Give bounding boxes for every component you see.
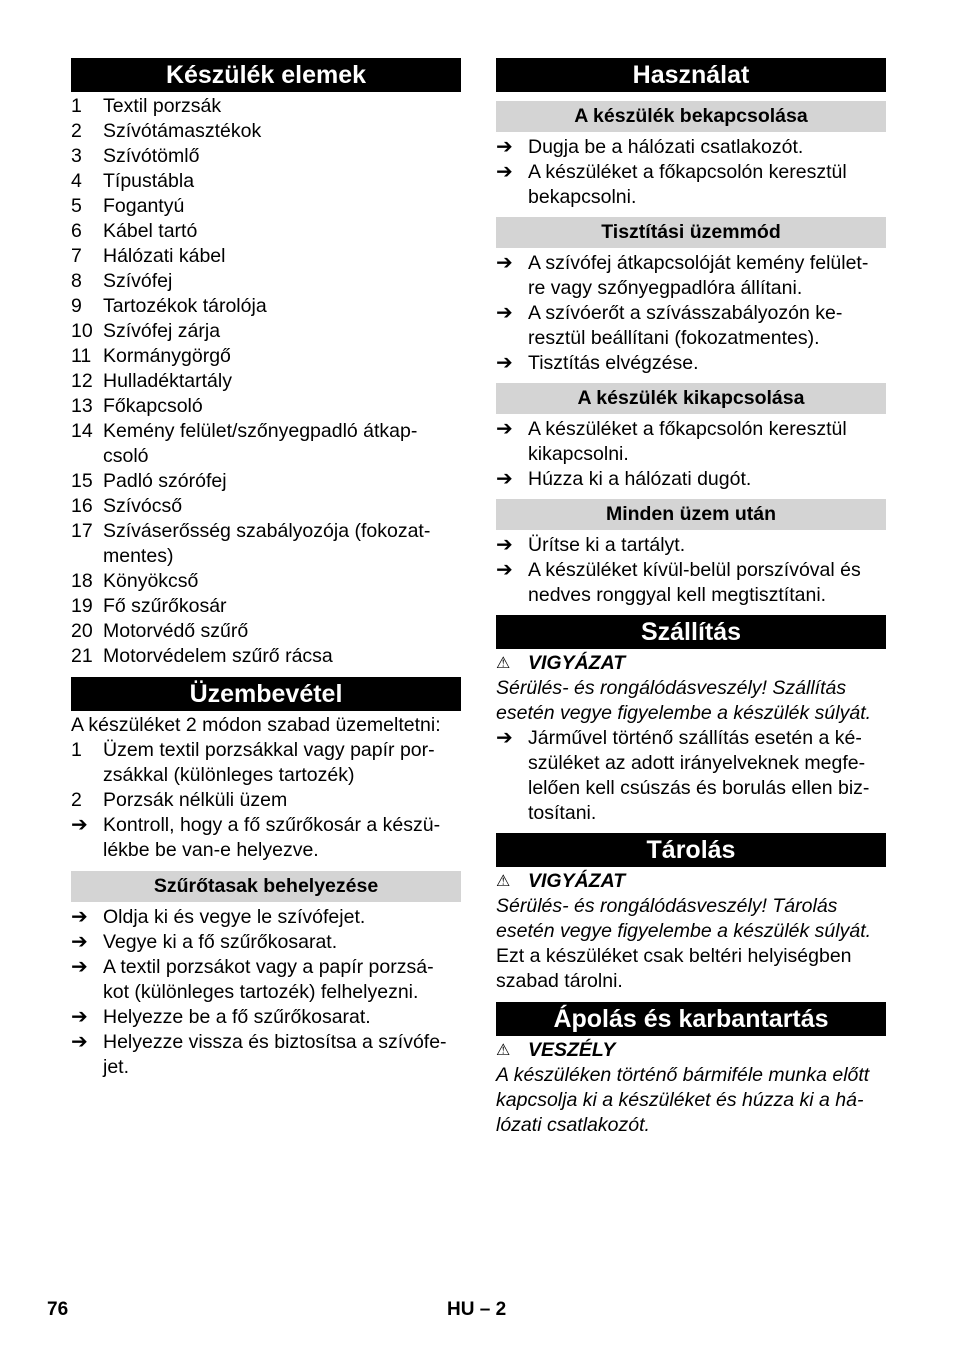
step-item-continuation: lékbe be van-e helyezve. [103, 839, 319, 861]
step-item: ➔ A készüléket a főkapcsolón keresztül [496, 161, 847, 183]
section-heading-uzembevetel: Üzembevétel [71, 677, 461, 711]
list-item: 6 Kábel tartó [71, 220, 198, 242]
list-item-continuation: zsákkal (különleges tartozék) [103, 764, 355, 786]
warning-icon: ⚠ [496, 655, 511, 672]
step-item: ➔ Vegye ki a fő szűrőkosarat. [71, 931, 338, 953]
right-column [496, 58, 886, 1138]
subheading-szurotasak-behelyezese: Szűrőtasak behelyezése [71, 871, 461, 902]
step-item: ➔ Dugja be a hálózati csatlakozót. [496, 136, 804, 158]
list-item: 14 Kemény felület/szőnyegpadló átkap- [71, 420, 418, 442]
caution-text: Sérülés- és rongálódásveszély! Tárolás [496, 895, 838, 917]
body-text: szabad tárolni. [496, 970, 623, 992]
list-item: 16 Szívócső [71, 495, 183, 517]
section-heading-hasznalat: Használat [496, 58, 886, 92]
section-heading-keszulek-elemek: Készülék elemek [71, 58, 461, 92]
subheading-tisztitasi-uzemmod: Tisztítási üzemmód [496, 217, 886, 248]
arrow-icon: ➔ [496, 161, 513, 183]
warning-icon: ⚠ [496, 1042, 511, 1059]
list-item-continuation: mentes) [103, 545, 174, 567]
list-item: 17 Szíváserősség szabályozója (fokozat- [71, 520, 431, 542]
list-item: 10 Szívófej zárja [71, 320, 221, 342]
section-heading-apolas-es-karbantartas: Ápolás és karbantartás [496, 1002, 886, 1036]
arrow-icon: ➔ [496, 468, 513, 490]
list-item: 1 Textil porzsák [71, 95, 222, 117]
arrow-icon: ➔ [496, 418, 513, 440]
arrow-icon: ➔ [496, 302, 513, 324]
caution-text: esetén vegye figyelembe a készülék súlyát. [496, 920, 872, 942]
list-item: 13 Főkapcsoló [71, 395, 203, 417]
subheading-kikapcsolasa: A készülék kikapcsolása [496, 383, 886, 414]
danger-text: A készüléken történő bármiféle munka előtt [496, 1064, 870, 1086]
step-item: ➔ Helyezze be a fő szűrőkosarat. [71, 1006, 371, 1028]
danger-text: lózati csatlakozót. [496, 1114, 650, 1136]
danger-text: kapcsolja ki a készüléket és húzza ki a há- [496, 1089, 864, 1111]
arrow-icon: ➔ [71, 1006, 88, 1028]
page-number: 76 [47, 1299, 69, 1320]
list-item: 11 Kormánygörgő [71, 345, 231, 367]
arrow-icon: ➔ [496, 252, 513, 274]
caution-label: ⚠ VIGYÁZAT [496, 870, 626, 892]
caution-label: ⚠ VIGYÁZAT [496, 652, 626, 674]
step-item-continuation: szüléket az adott irányelveknek megfe- [528, 752, 866, 774]
section-heading-tarolas: Tárolás [496, 833, 886, 867]
list-item: 12 Hulladéktartály [71, 370, 232, 392]
subheading-minden-uzem-utan: Minden üzem után [496, 499, 886, 530]
step-item: ➔ A készüléket kívül-belül porszívóval és [496, 559, 861, 581]
warning-icon: ⚠ [496, 873, 511, 890]
parts-list [71, 94, 461, 669]
step-item-continuation: lelően kell csúszás és borulás ellen biz- [528, 777, 870, 799]
arrow-icon: ➔ [496, 534, 513, 556]
step-item: ➔ Kontroll, hogy a fő szűrőkosár a készü- [71, 814, 441, 836]
step-item-continuation: tosítani. [528, 802, 597, 824]
step-item: ➔ A textil porzsákot vagy a papír porzsá- [71, 956, 434, 978]
step-item-continuation: nedves ronggyal kell megtisztítani. [528, 584, 827, 606]
arrow-icon: ➔ [71, 1031, 88, 1053]
step-item: ➔ Húzza ki a hálózati dugót. [496, 468, 752, 490]
arrow-icon: ➔ [71, 956, 88, 978]
step-item: ➔ Tisztítás elvégzése. [496, 352, 699, 374]
caution-text: Sérülés- és rongálódásveszély! Szállítás [496, 677, 847, 699]
list-item: 18 Könyökcső [71, 570, 199, 592]
list-item: 2 Szívótámasztékok [71, 120, 262, 142]
arrow-icon: ➔ [496, 559, 513, 581]
step-item: ➔ Helyezze vissza és biztosítsa a szívófe- [71, 1031, 447, 1053]
section-heading-szallitas: Szállítás [496, 615, 886, 649]
caution-text: esetén vegye figyelembe a készülék súlyát. [496, 702, 872, 724]
arrow-icon: ➔ [496, 352, 513, 374]
danger-label: ⚠ VESZÉLY [496, 1039, 616, 1061]
arrow-icon: ➔ [71, 814, 88, 836]
list-item: 20 Motorvédő szűrő [71, 620, 249, 642]
step-item-continuation: resztül beállítani (fokozatmentes). [528, 327, 820, 349]
list-item: 21 Motorvédelem szűrő rácsa [71, 645, 333, 667]
list-item: 3 Szívótömlő [71, 145, 200, 167]
step-item: ➔ Ürítse ki a tartályt. [496, 534, 686, 556]
step-item: ➔ A készüléket a főkapcsolón keresztül [496, 418, 847, 440]
list-item: 1 Üzem textil porzsákkal vagy papír por- [71, 739, 435, 761]
step-item: ➔ A szívóerőt a szívásszabályozón ke- [496, 302, 843, 324]
list-item: 9 Tartozékok tárolója [71, 295, 267, 317]
list-item: 19 Fő szűrőkosár [71, 595, 227, 617]
arrow-icon: ➔ [71, 931, 88, 953]
step-item-continuation: re vagy szőnyegpadlóra állítani. [528, 277, 803, 299]
list-item: 7 Hálózati kábel [71, 245, 226, 267]
step-item: ➔ Járművel történő szállítás esetén a ké- [496, 727, 862, 749]
list-item: 2 Porzsák nélküli üzem [71, 789, 288, 811]
footer-label: HU – 2 [447, 1299, 507, 1320]
step-item-continuation: kikapcsolni. [528, 443, 629, 465]
list-item-continuation: csoló [103, 445, 149, 467]
step-item-continuation: kot (különleges tartozék) felhelyezni. [103, 981, 419, 1003]
body-text: Ezt a készüléket csak beltéri helyiségben [496, 945, 852, 967]
left-column [71, 58, 461, 1080]
step-item-continuation: bekapcsolni. [528, 186, 637, 208]
arrow-icon: ➔ [496, 136, 513, 158]
list-item: 15 Padló szórófej [71, 470, 227, 492]
arrow-icon: ➔ [496, 727, 513, 749]
list-item: 5 Fogantyú [71, 195, 185, 217]
step-item: ➔ Oldja ki és vegye le szívófejet. [71, 906, 366, 928]
intro-text: A készüléket 2 módon szabad üzemeltetni: [71, 714, 441, 736]
subheading-bekapcsolasa: A készülék bekapcsolása [496, 101, 886, 132]
step-item-continuation: jet. [103, 1056, 130, 1078]
arrow-icon: ➔ [71, 906, 88, 928]
list-item: 8 Szívófej [71, 270, 173, 292]
step-item: ➔ A szívófej átkapcsolóját kemény felület- [496, 252, 869, 274]
list-item: 4 Típustábla [71, 170, 195, 192]
